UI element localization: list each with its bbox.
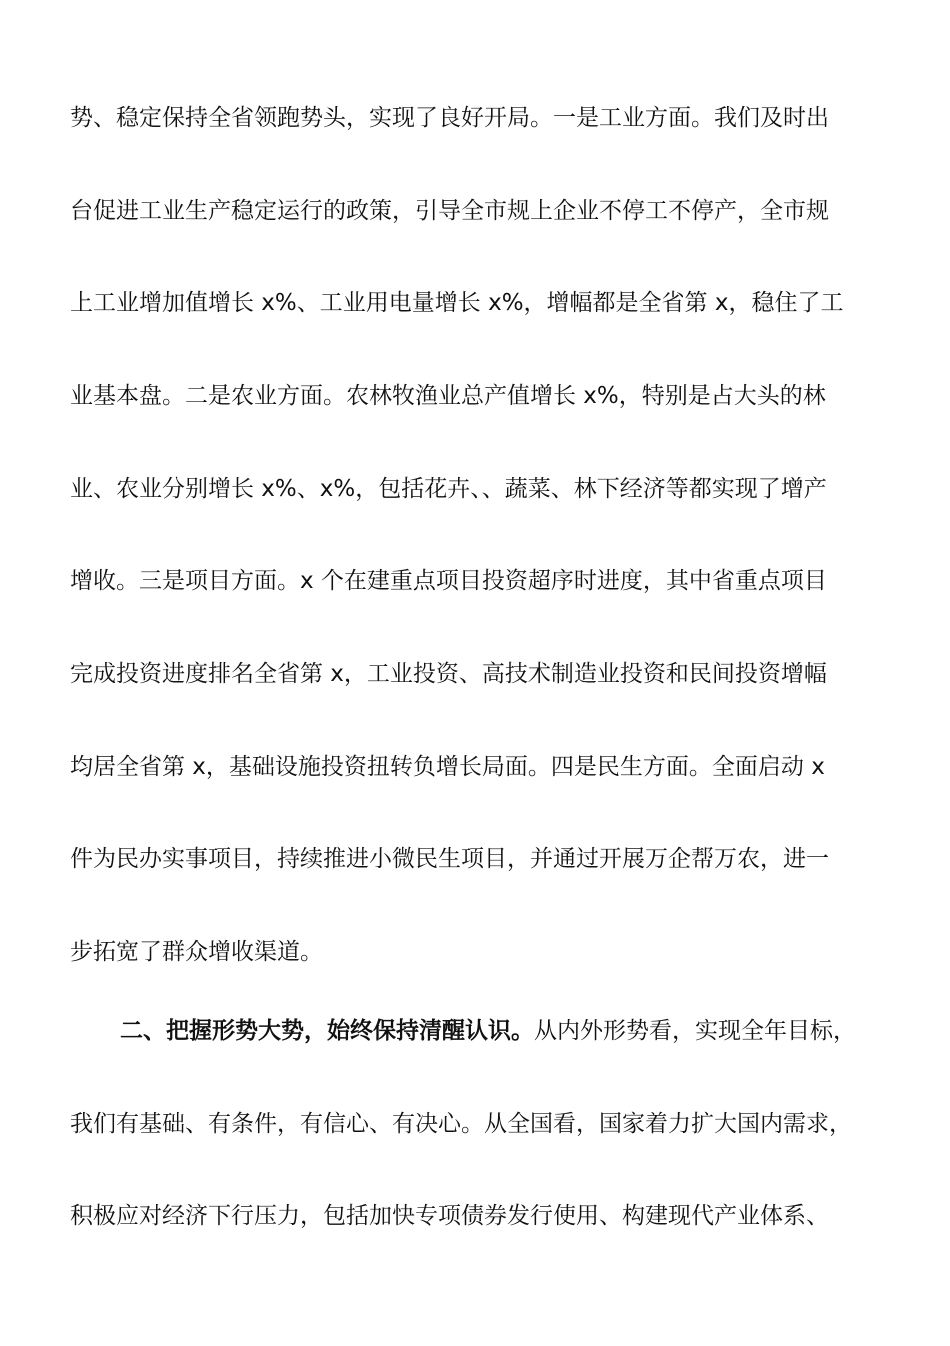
paragraph-line: 势、稳定保持全省领跑势头，实现了良好开局。一是工业方面。我们及时出 (70, 105, 829, 131)
paragraph-line: 步拓宽了群众增收渠道。 (70, 939, 323, 965)
paragraph-line: 均居全省第 x，基础设施投资扭转负增长局面。四是民生方面。全面启动 x (70, 754, 825, 780)
paragraph-line: 积极应对经济下行压力，包括加快专项债券发行使用、构建现代产业体系、 (70, 1203, 829, 1229)
paragraph-line: 上工业增加值增长 x%、工业用电量增长 x%，增幅都是全省第 x，稳住了工 (70, 290, 844, 316)
paragraph-line: 增收。三是项目方面。x 个在建重点项目投资超序时进度，其中省重点项目 (70, 568, 827, 594)
paragraph-line: 业基本盘。二是农业方面。农林牧渔业总产值增长 x%，特别是占大头的林 (70, 383, 826, 409)
paragraph-line: 台促进工业生产稳定运行的政策，引导全市规上企业不停工不停产，全市规 (70, 198, 829, 224)
section-heading-line (120, 1011, 895, 1051)
paragraph-line: 件为民办实事项目，持续推进小微民生项目，并通过开展万企帮万农，进一 (70, 846, 829, 872)
paragraph-line: 业、农业分别增长 x%、x%，包括花卉、、蔬菜、林下经济等都实现了增产 (70, 476, 827, 502)
section-heading-continuation: 从内外形势看，实现全年目标， (534, 1018, 856, 1044)
paragraph-line: 我们有基础、有条件，有信心、有决心。从全国看，国家着力扩大国内需求， (70, 1111, 852, 1137)
paragraph-line: 完成投资进度排名全省第 x，工业投资、高技术制造业投资和民间投资增幅 (70, 661, 827, 687)
section-heading: 二、把握形势大势，始终保持清醒认识。 (120, 1018, 534, 1044)
